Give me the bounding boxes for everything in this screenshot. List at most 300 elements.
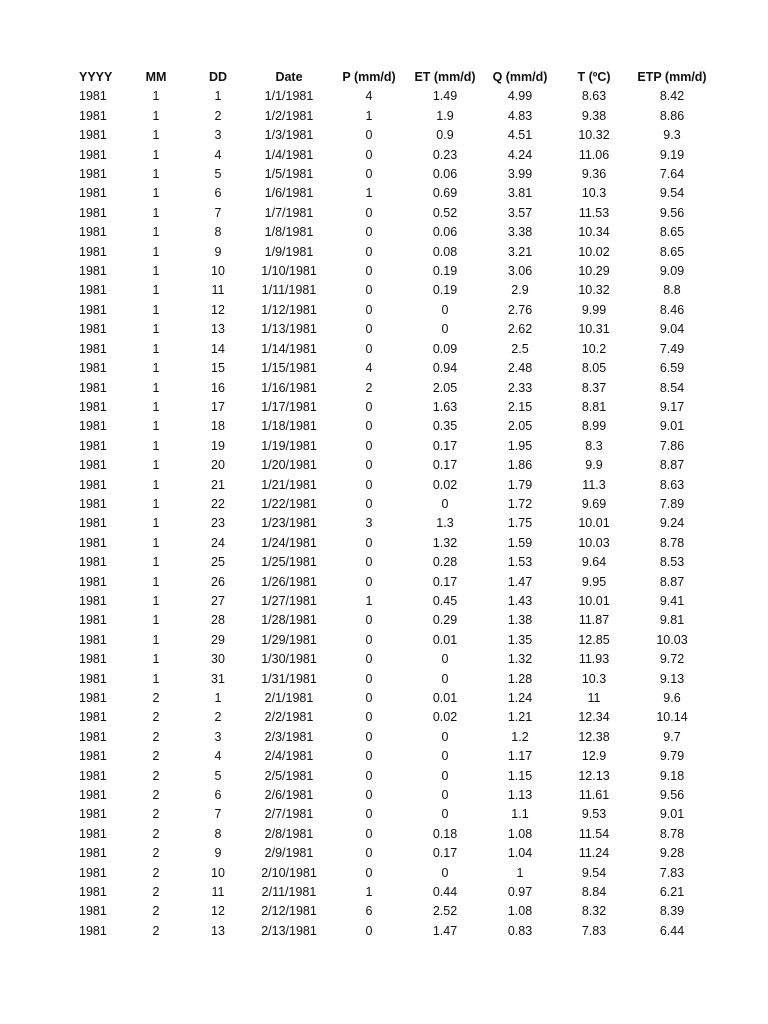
cell-potential-et: 9.01 [659,419,685,434]
cell-month: 1 [152,108,160,123]
cell-potential-et: 9.72 [659,652,685,667]
cell-precipitation: 0 [365,613,373,628]
cell-month: 2 [152,710,160,725]
cell-year: 1981 [79,904,107,919]
cell-temperature: 10.32 [578,283,610,298]
cell-evapotranspiration: 0 [441,768,449,783]
cell-discharge: 1.32 [507,652,533,667]
cell-evapotranspiration: 0.45 [432,593,458,608]
table-row [65,184,715,203]
table-row [65,844,715,863]
cell-potential-et: 6.44 [659,923,685,938]
cell-year: 1981 [79,167,107,182]
cell-temperature: 11.61 [578,788,610,803]
cell-month: 2 [152,865,160,880]
cell-temperature: 11 [587,691,601,705]
cell-potential-et: 8.46 [659,302,685,317]
cell-month: 1 [152,593,160,608]
cell-evapotranspiration: 0.29 [432,613,458,628]
cell-date: 2/11/1981 [261,885,317,900]
cell-year: 1981 [79,593,107,608]
cell-month: 1 [152,186,160,201]
cell-evapotranspiration: 1.9 [436,108,454,123]
cell-day: 28 [211,613,225,628]
cell-evapotranspiration: 1.63 [432,399,458,414]
cell-evapotranspiration: 0.01 [432,632,458,647]
cell-discharge: 1.38 [507,613,533,628]
cell-potential-et: 9.18 [659,768,685,783]
cell-precipitation: 0 [365,341,373,356]
cell-temperature: 8.32 [581,904,607,919]
cell-day: 5 [214,768,222,783]
cell-discharge: 3.81 [507,186,533,201]
cell-day: 13 [211,322,225,337]
table-row [65,87,715,106]
cell-discharge: 1.79 [507,477,533,492]
cell-precipitation: 1 [365,885,373,900]
cell-evapotranspiration: 0 [441,671,449,686]
cell-precipitation: 0 [365,846,373,861]
table-row [65,262,715,281]
cell-year: 1981 [79,516,107,531]
cell-potential-et: 9.6 [663,691,681,705]
cell-precipitation: 0 [365,710,373,725]
column-header-evapotranspiration: ET (mm/d) [414,70,476,84]
cell-potential-et: 9.79 [659,749,685,764]
cell-temperature: 9.69 [581,496,607,511]
cell-discharge: 1.86 [507,458,533,473]
cell-day: 3 [214,128,222,143]
table-row [65,243,715,262]
cell-year: 1981 [79,302,107,317]
cell-potential-et: 10.03 [656,632,688,647]
table-row [65,417,715,436]
cell-year: 1981 [79,89,107,104]
cell-precipitation: 0 [365,923,373,938]
table-row [65,922,715,941]
cell-day: 4 [214,749,222,764]
cell-year: 1981 [79,885,107,900]
cell-year: 1981 [79,923,107,938]
column-header-year: YYYY [79,70,113,84]
header-row [65,68,715,87]
cell-date: 1/21/1981 [261,477,317,492]
cell-date: 1/23/1981 [261,516,317,531]
cell-precipitation: 0 [365,768,373,783]
cell-evapotranspiration: 0.17 [432,574,458,589]
cell-temperature: 12.34 [578,710,610,725]
table-row [65,126,715,145]
cell-temperature: 10.32 [578,128,610,143]
cell-date: 1/24/1981 [261,535,317,550]
cell-date: 1/11/1981 [261,283,317,298]
cell-temperature: 12.85 [578,632,610,647]
cell-discharge: 4.51 [507,128,533,143]
cell-month: 1 [152,477,160,492]
cell-day: 8 [214,826,222,841]
cell-potential-et: 9.56 [659,788,685,803]
cell-precipitation: 0 [365,419,373,434]
cell-date: 2/7/1981 [264,807,314,822]
cell-month: 2 [152,768,160,783]
cell-day: 29 [211,632,225,647]
cell-evapotranspiration: 0.17 [432,458,458,473]
cell-evapotranspiration: 2.05 [432,380,458,395]
cell-evapotranspiration: 0.23 [432,147,458,162]
cell-day: 2 [214,108,222,123]
cell-day: 20 [211,458,225,473]
cell-day: 11 [211,283,225,298]
cell-day: 7 [214,205,222,220]
cell-evapotranspiration: 0.94 [432,361,458,376]
cell-month: 1 [152,671,160,686]
cell-potential-et: 8.78 [659,535,685,550]
cell-temperature: 8.37 [581,380,607,395]
cell-discharge: 1.2 [511,729,529,744]
cell-evapotranspiration: 0.02 [432,477,458,492]
cell-potential-et: 7.49 [659,341,685,356]
cell-discharge: 1.53 [507,555,533,570]
table-row [65,495,715,514]
table-row [65,340,715,359]
cell-temperature: 8.63 [581,89,607,104]
cell-precipitation: 0 [365,671,373,686]
column-header-date: Date [275,70,303,84]
cell-discharge: 1.47 [507,574,533,589]
cell-precipitation: 0 [365,322,373,337]
cell-year: 1981 [79,225,107,240]
cell-year: 1981 [79,807,107,822]
cell-month: 1 [152,341,160,356]
cell-year: 1981 [79,128,107,143]
cell-temperature: 8.81 [581,399,607,414]
cell-date: 1/15/1981 [261,361,317,376]
cell-year: 1981 [79,555,107,570]
cell-date: 2/10/1981 [261,865,317,880]
cell-day: 15 [211,361,225,376]
cell-year: 1981 [79,458,107,473]
cell-day: 21 [211,477,225,492]
table-row [65,611,715,630]
cell-evapotranspiration: 0 [441,865,449,880]
cell-evapotranspiration: 0.01 [432,691,458,705]
cell-year: 1981 [79,419,107,434]
spreadsheet-page [65,68,725,941]
cell-day: 3 [214,729,222,744]
cell-date: 1/13/1981 [261,322,317,337]
cell-month: 1 [152,128,160,143]
cell-precipitation: 4 [365,89,373,104]
cell-precipitation: 0 [365,244,373,259]
cell-discharge: 3.99 [507,167,533,182]
cell-precipitation: 0 [365,225,373,240]
cell-year: 1981 [79,147,107,162]
column-header-temperature: T (ºC) [577,70,611,84]
cell-year: 1981 [79,671,107,686]
table-row [65,805,715,824]
cell-date: 1/12/1981 [261,302,317,317]
cell-date: 2/3/1981 [264,729,314,744]
cell-day: 19 [211,438,225,453]
table-row [65,281,715,300]
table-row [65,708,715,727]
cell-date: 2/6/1981 [264,788,314,803]
column-header-discharge: Q (mm/d) [492,70,548,84]
column-header-day: DD [208,70,228,84]
cell-precipitation: 0 [365,691,373,705]
cell-month: 1 [152,438,160,453]
cell-date: 2/8/1981 [264,826,314,841]
cell-evapotranspiration: 0 [441,652,449,667]
cell-month: 2 [152,729,160,744]
cell-day: 31 [211,671,225,686]
cell-month: 1 [152,516,160,531]
cell-month: 2 [152,923,160,938]
table-row [65,883,715,902]
cell-day: 10 [211,865,225,880]
cell-temperature: 9.95 [581,574,607,589]
cell-temperature: 8.99 [581,419,607,434]
cell-potential-et: 9.3 [663,128,681,143]
cell-evapotranspiration: 0.35 [432,419,458,434]
cell-precipitation: 0 [365,749,373,764]
cell-day: 9 [214,846,222,861]
cell-temperature: 7.83 [581,923,607,938]
table-row [65,650,715,669]
cell-potential-et: 8.8 [663,283,681,298]
table-row [65,514,715,533]
cell-temperature: 10.03 [578,535,610,550]
cell-potential-et: 9.01 [659,807,685,822]
cell-date: 1/31/1981 [261,671,317,686]
cell-year: 1981 [79,108,107,123]
cell-date: 2/13/1981 [261,923,317,938]
cell-evapotranspiration: 0 [441,749,449,764]
cell-year: 1981 [79,710,107,725]
cell-discharge: 1.43 [507,593,533,608]
cell-date: 1/4/1981 [264,147,314,162]
cell-year: 1981 [79,613,107,628]
cell-day: 4 [214,147,222,162]
cell-discharge: 3.21 [507,244,533,259]
cell-month: 1 [152,380,160,395]
cell-temperature: 10.34 [578,225,610,240]
table-row [65,398,715,417]
cell-year: 1981 [79,749,107,764]
cell-day: 27 [211,593,225,608]
cell-discharge: 3.38 [507,225,533,240]
table-row [65,320,715,339]
cell-month: 1 [152,458,160,473]
cell-discharge: 1.04 [507,846,533,861]
table-row [65,301,715,320]
cell-precipitation: 0 [365,399,373,414]
cell-evapotranspiration: 0.28 [432,555,458,570]
cell-day: 2 [214,710,222,725]
cell-month: 1 [152,652,160,667]
cell-temperature: 10.01 [578,593,610,608]
cell-discharge: 3.06 [507,264,533,279]
cell-discharge: 1 [516,865,524,880]
cell-precipitation: 0 [365,826,373,841]
cell-potential-et: 8.54 [659,380,685,395]
cell-year: 1981 [79,477,107,492]
cell-date: 1/19/1981 [261,438,317,453]
cell-month: 1 [152,613,160,628]
table-row [65,456,715,475]
cell-month: 1 [152,535,160,550]
cell-year: 1981 [79,768,107,783]
cell-precipitation: 6 [365,904,373,919]
cell-month: 1 [152,264,160,279]
cell-discharge: 1.95 [507,438,533,453]
cell-day: 16 [211,380,225,395]
cell-evapotranspiration: 0.17 [432,846,458,861]
cell-day: 18 [211,419,225,434]
cell-discharge: 0.97 [507,885,533,900]
cell-year: 1981 [79,283,107,298]
cell-temperature: 10.01 [578,516,610,531]
table-row [65,165,715,184]
cell-potential-et: 9.13 [659,671,685,686]
cell-month: 1 [152,574,160,589]
cell-date: 1/10/1981 [261,264,317,279]
cell-precipitation: 0 [365,555,373,570]
cell-potential-et: 8.78 [659,826,685,841]
cell-day: 22 [211,496,225,511]
cell-discharge: 1.28 [507,671,533,686]
cell-temperature: 9.64 [581,555,607,570]
cell-discharge: 1.1 [511,807,529,822]
cell-evapotranspiration: 0.06 [432,225,458,240]
cell-year: 1981 [79,380,107,395]
cell-precipitation: 0 [365,807,373,822]
cell-temperature: 9.9 [585,458,603,473]
cell-date: 1/20/1981 [261,458,317,473]
cell-month: 1 [152,283,160,298]
cell-potential-et: 9.24 [659,516,685,531]
cell-month: 1 [152,555,160,570]
cell-temperature: 12.38 [578,729,610,744]
cell-month: 2 [152,885,160,900]
cell-temperature: 11.54 [578,826,610,841]
cell-precipitation: 0 [365,302,373,317]
cell-evapotranspiration: 0 [441,788,449,803]
cell-potential-et: 9.19 [659,147,685,162]
cell-precipitation: 0 [365,788,373,803]
cell-precipitation: 0 [365,496,373,511]
cell-evapotranspiration: 0.17 [432,438,458,453]
cell-day: 8 [214,225,222,240]
cell-evapotranspiration: 0 [441,496,449,511]
cell-discharge: 2.05 [507,419,533,434]
cell-discharge: 1.24 [507,691,533,705]
cell-precipitation: 1 [365,108,373,123]
cell-discharge: 1.35 [507,632,533,647]
cell-evapotranspiration: 0.09 [432,341,458,356]
cell-evapotranspiration: 0.69 [432,186,458,201]
cell-day: 26 [211,574,225,589]
cell-discharge: 1.15 [507,768,533,783]
cell-potential-et: 8.39 [659,904,685,919]
cell-evapotranspiration: 1.3 [436,516,454,531]
cell-potential-et: 8.53 [659,555,685,570]
cell-discharge: 2.5 [511,341,529,356]
cell-day: 5 [214,167,222,182]
cell-precipitation: 0 [365,632,373,647]
cell-date: 1/16/1981 [261,380,317,395]
cell-date: 1/6/1981 [264,186,314,201]
cell-day: 1 [214,691,222,705]
cell-potential-et: 10.14 [656,710,688,725]
cell-precipitation: 0 [365,167,373,182]
cell-potential-et: 9.17 [659,399,685,414]
cell-date: 1/27/1981 [261,593,317,608]
cell-evapotranspiration: 0.18 [432,826,458,841]
table-row [65,146,715,165]
cell-month: 1 [152,147,160,162]
cell-date: 1/26/1981 [261,574,317,589]
cell-temperature: 9.54 [581,865,607,880]
cell-date: 1/9/1981 [264,244,314,259]
cell-evapotranspiration: 0 [441,807,449,822]
cell-date: 2/2/1981 [264,710,314,725]
cell-precipitation: 0 [365,264,373,279]
cell-discharge: 2.9 [511,283,529,298]
cell-evapotranspiration: 0.19 [432,264,458,279]
cell-day: 9 [214,244,222,259]
cell-evapotranspiration: 0.44 [432,885,458,900]
cell-precipitation: 0 [365,535,373,550]
table-row [65,902,715,921]
cell-discharge: 1.21 [507,710,533,725]
table-row [65,534,715,553]
cell-potential-et: 9.81 [659,613,685,628]
cell-month: 1 [152,419,160,434]
table-row [65,553,715,572]
table-row [65,573,715,592]
cell-discharge: 2.48 [507,361,533,376]
cell-evapotranspiration: 1.49 [432,89,458,104]
cell-year: 1981 [79,205,107,220]
table-row [65,767,715,786]
cell-month: 1 [152,361,160,376]
cell-year: 1981 [79,652,107,667]
cell-day: 24 [211,535,225,550]
cell-potential-et: 8.65 [659,225,685,240]
cell-date: 1/14/1981 [261,341,317,356]
cell-date: 1/25/1981 [261,555,317,570]
cell-discharge: 1.08 [507,826,533,841]
cell-temperature: 11.93 [578,652,610,667]
cell-evapotranspiration: 0.02 [432,710,458,725]
cell-date: 1/2/1981 [264,108,314,123]
cell-temperature: 8.84 [581,885,607,900]
cell-temperature: 9.36 [581,167,607,182]
cell-month: 2 [152,807,160,822]
cell-temperature: 11.06 [578,147,610,162]
cell-year: 1981 [79,691,107,705]
cell-year: 1981 [79,496,107,511]
cell-precipitation: 4 [365,361,373,376]
column-header-potential-et: ETP (mm/d) [637,70,707,84]
cell-month: 1 [152,225,160,240]
cell-date: 1/1/1981 [264,89,314,104]
cell-discharge: 1.17 [507,749,533,764]
cell-potential-et: 9.7 [663,729,681,744]
cell-discharge: 1.72 [507,496,533,511]
cell-day: 10 [211,264,225,279]
